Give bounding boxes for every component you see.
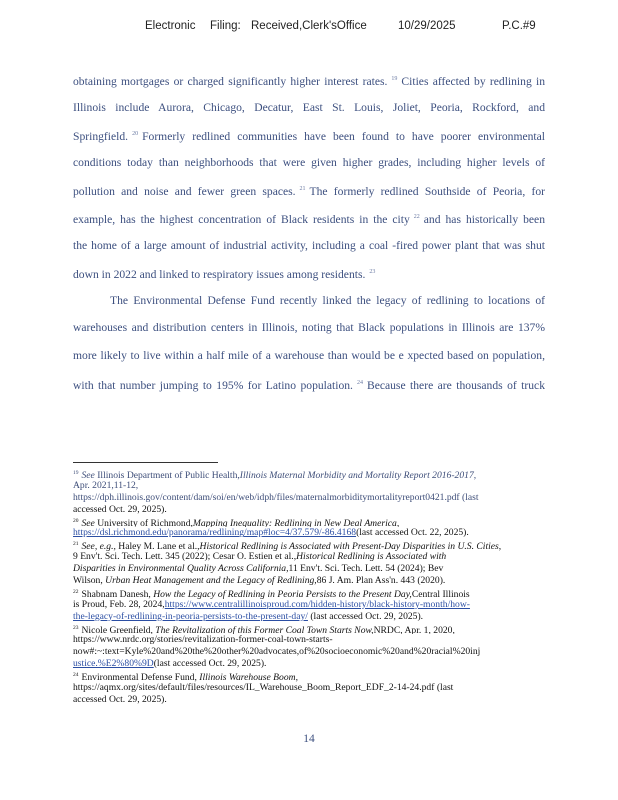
footnote-ref[interactable]: 24	[356, 379, 363, 386]
body-text	[73, 66, 545, 397]
footnote-24-line: accessed Oct. 29, 2025).	[73, 693, 167, 705]
body-line: example, has the highest concentration of Black residents in the city $^{22}$ and has historically been	[73, 212, 545, 226]
body-line: The Environmental Defense Fund recently linked the legacy of redlining to locations of	[110, 293, 545, 307]
page-number: 14	[303, 733, 315, 745]
footnote-separator	[73, 462, 218, 463]
filing-type: Electronic	[145, 20, 196, 32]
footnote-24-line: $^{24}$ Environmental Defense Fund, Illinois Warehouse Boom,	[73, 672, 298, 683]
footnote-23-line: ustice.%E2%80%9D(last accessed Oct. 29, 2025).	[73, 658, 267, 670]
footnote-22-line: the-legacy-of-redlining-in-peoria-persists-to-the-present-day/ (last accessed Oct. 29, 2025).	[73, 610, 424, 622]
footnote-23-line	[73, 646, 545, 658]
footnote-19-line: Apr. 2021,11-12,	[73, 479, 139, 491]
footnote-23-url[interactable]: https://www.nrdc.org/stories/revitalization-former-coal-town-starts-	[73, 634, 333, 646]
footnote-20-line: https://dsl.richmond.edu/panorama/redlining/map#loc=4/37.579/-86.4168(last accessed Oct. 22, 2025).	[73, 527, 469, 539]
footnote-22-link[interactable]: the-legacy-of-redlining-in-peoria-persists-to-the-present-day/	[73, 610, 308, 622]
body-line: warehouses and distribution centers in Illinois, noting that Black populations in Illinois are 137%	[73, 321, 545, 335]
footnote-23-link[interactable]: ustice.%E2%80%9D	[73, 658, 154, 670]
footnote-24-url[interactable]: https://aqmx.org/sites/default/files/resources/IL_Warehouse_Boom_Report_EDF_2-14-24.pdf	[73, 682, 435, 694]
footnote-21-line: Disparities in Environmental Quality Across California,11 Env't. Sci. Tech. Lett. 54 (2024); Bev	[73, 563, 444, 575]
body-line: Illinois include Aurora, Chicago, Decatur, East St. Louis, Joliet, Peoria, Rockford, and	[73, 100, 545, 114]
footnote-ref[interactable]: 22	[413, 213, 420, 220]
footnote-21-line: $^{21}$ See, e.g., Haley M. Lane et al.,Historical Redlining is Associated with Present-Day Disparities in U.S. Cities,	[73, 541, 502, 552]
body-line: pollution and noise and fewer green spaces. $^{21}$ The formerly redlined Southside of Peoria, for	[73, 185, 545, 199]
footnote-19-line: accessed Oct. 29, 2025).	[73, 503, 167, 515]
pc-number: P.C.#9	[502, 20, 536, 32]
footnote-23-line: $^{23}$ Nicole Greenfield, The Revitalization of this Former Coal Town Starts Now,NRDC, Apr. 1, 2020,	[73, 624, 455, 635]
footnote-19-url[interactable]: https://dph.illinois.gov/content/dam/soi/en/web/idph/files/maternalmorbiditymortalityreport0421.pdf	[73, 491, 460, 503]
filing-label: Filing:	[210, 20, 241, 32]
body-line: down in 2022 and linked to respiratory issues among residents. $^{23}$	[73, 268, 376, 282]
body-line: the home of a large amount of industrial activity, including a coal -fired power plant that was shut	[73, 238, 545, 252]
footnote-21-line: Wilson, Urban Heat Management and the Legacy of Redlining,86 J. Am. Plan Ass'n. 443 (2020).	[73, 575, 446, 587]
footnote-ref[interactable]: 21	[299, 186, 306, 193]
footnote-19-line: $^{19}$ See Illinois Department of Public Health,Illinois Maternal Morbidity and Mortality Report 2016-2017,	[73, 470, 477, 480]
footnote-22-line: is Proud, Feb. 28, 2024,https://www.centralillinoisproud.com/hidden-history/black-history-month/how-	[73, 598, 470, 610]
filing-date: 10/29/2025	[398, 20, 456, 32]
footnote-23-url[interactable]: now#:~:text=Kyle%20and%20the%20other%20advocates,of%20socioeconomic%20and%20racial%20inj	[73, 646, 481, 658]
footnote-ref[interactable]: 20	[132, 131, 139, 138]
footnote-22-line: $^{22}$ Shabnam Danesh, How the Legacy of Redlining in Peoria Persists to the Present Day,Central Illinois	[73, 588, 470, 599]
received-stamp: Received,Clerk'sOffice	[251, 20, 367, 32]
footnotes	[73, 468, 545, 706]
footnote-22-link[interactable]: https://www.centralillinoisproud.com/hidden-history/black-history-month/how-	[164, 598, 470, 610]
footnote-20-link[interactable]: https://dsl.richmond.edu/panorama/redlining/map#loc=4/37.579/-86.4168	[73, 527, 357, 539]
footnote-21-line: 9 Env't. Sci. Tech. Lett. 345 (2022); Cesar O. Estien et al.,Historical Redlining is Associated with	[73, 551, 447, 563]
body-line: with that number jumping to 195% for Latino population. $^{24}$ Because there are thousands of truck	[73, 378, 545, 392]
filing-header	[0, 20, 618, 38]
body-line: obtaining mortgages or charged significantly higher interest rates. $^{19}$ Cities affected by redlining in	[73, 75, 545, 88]
footnote-20-line: $^{20}$ See University of Richmond,Mapping Inequality: Redlining in New Deal America,	[73, 517, 400, 528]
footnote-23-line	[73, 634, 545, 646]
body-line: Springfield. $^{20}$ Formerly redlined communities have been found to have poorer environmental	[73, 130, 545, 144]
footnote-ref[interactable]: 19	[391, 76, 398, 82]
footnote-24-line: https://aqmx.org/sites/default/files/resources/IL_Warehouse_Boom_Report_EDF_2-14-24.pdf (last	[73, 682, 454, 694]
footnote-19-line: https://dph.illinois.gov/content/dam/soi/en/web/idph/files/maternalmorbiditymortalityreport0421.pdf (last	[73, 491, 479, 503]
body-line: conditions today than neighborhoods that were given higher grades, including higher levels of	[73, 155, 545, 169]
footnote-ref[interactable]: 23	[369, 269, 376, 276]
body-line: more likely to live within a half mile of a warehouse than would be e xpected based on population,	[73, 348, 545, 362]
